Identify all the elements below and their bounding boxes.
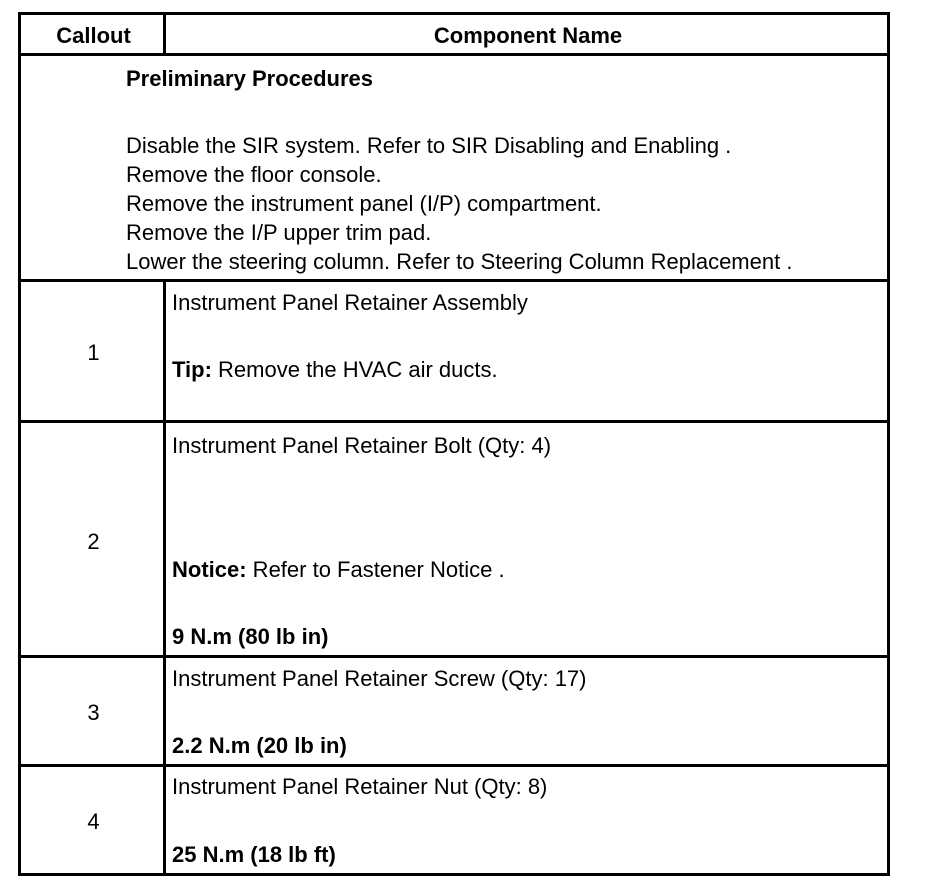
tip-text: Remove the HVAC air ducts.: [211, 357, 498, 382]
preliminary-divider: [21, 279, 887, 282]
torque-spec: 2.2 N.m (20 lb in): [172, 733, 347, 758]
header-column-divider: [163, 15, 166, 55]
preliminary-step: Remove the floor console.: [126, 162, 382, 187]
callout-number: 3: [87, 700, 100, 725]
callout-number: 1: [87, 340, 100, 365]
column-divider: [163, 279, 166, 873]
tip-line: [172, 355, 498, 384]
preliminary-step: Remove the instrument panel (I/P) compartment.: [126, 191, 602, 216]
header-divider: [21, 53, 887, 56]
torque-spec: 9 N.m (80 lb in): [172, 624, 329, 649]
component-name: Instrument Panel Retainer Nut (Qty: 8): [172, 774, 548, 799]
row-divider: [21, 420, 887, 423]
header-callout: Callout: [56, 23, 131, 48]
notice-text: Refer to Fastener Notice .: [246, 557, 505, 582]
preliminary-title: Preliminary Procedures: [126, 66, 374, 91]
callout-number: 2: [87, 529, 100, 554]
torque-spec: 25 N.m (18 lb ft): [172, 842, 336, 867]
component-name: Instrument Panel Retainer Bolt (Qty: 4): [172, 433, 552, 458]
row-divider: [21, 655, 887, 658]
preliminary-step: Lower the steering column. Refer to Steering Column Replacement .: [126, 249, 793, 274]
preliminary-step: Remove the I/P upper trim pad.: [126, 220, 432, 245]
header-component-name: Component Name: [433, 23, 623, 48]
notice-label: Notice:: [172, 557, 247, 582]
notice-line: [172, 555, 505, 584]
row-divider: [21, 764, 887, 767]
component-name: Instrument Panel Retainer Assembly: [172, 290, 528, 315]
tip-label: Tip:: [172, 357, 212, 382]
callout-number: 4: [87, 809, 100, 834]
component-name: Instrument Panel Retainer Screw (Qty: 17): [172, 666, 587, 691]
component-table: [18, 12, 890, 876]
preliminary-step: Disable the SIR system. Refer to SIR Disabling and Enabling .: [126, 133, 732, 158]
